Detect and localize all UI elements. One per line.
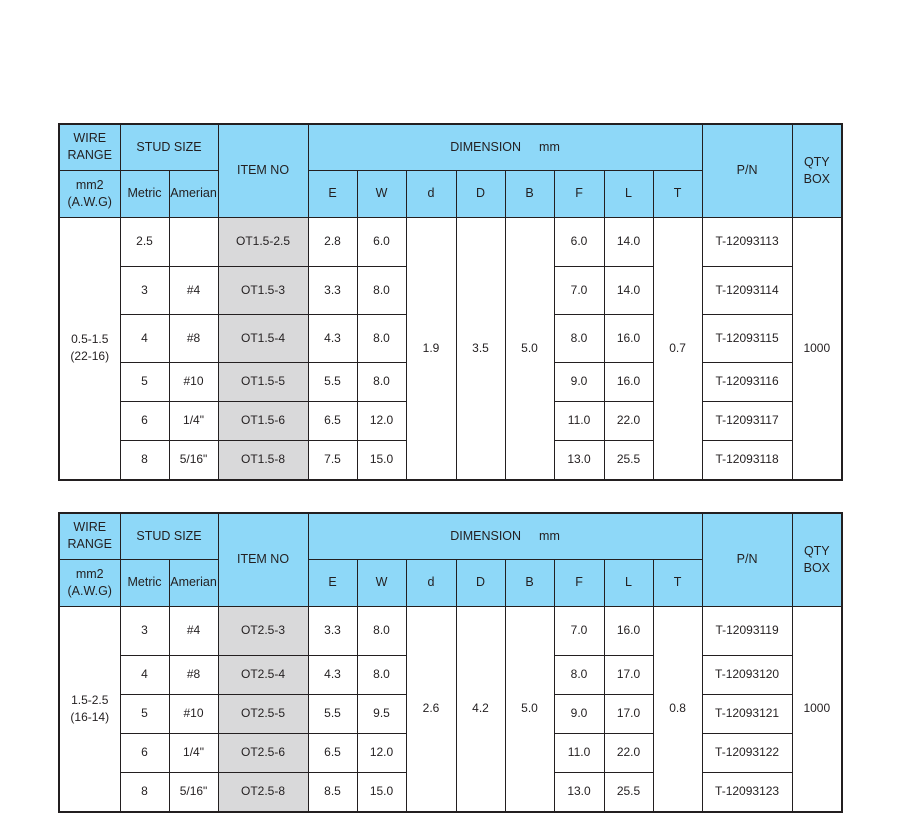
dim-L-cell: 25.5	[604, 440, 653, 480]
header-dimension-label: DIMENSION	[450, 528, 522, 543]
dim-L-cell: 22.0	[604, 733, 653, 772]
dim-W-cell: 8.0	[357, 606, 406, 655]
metric-cell: 8	[120, 772, 169, 812]
header-qty-box: QTY BOX	[792, 124, 842, 217]
dim-T-cell: 0.8	[653, 606, 702, 812]
qty-box-cell: 1000	[792, 606, 842, 812]
header-dim-F: F	[554, 170, 604, 217]
header-dim-W: W	[357, 170, 406, 217]
item-no-cell: OT2.5-4	[218, 655, 308, 694]
wire-range-cell: 0.5-1.5 (22-16)	[59, 217, 120, 480]
header-metric: Metric	[120, 170, 169, 217]
dim-F-cell: 13.0	[554, 440, 604, 480]
amerian-cell: 5/16"	[169, 772, 218, 812]
dim-L-cell: 14.0	[604, 266, 653, 314]
header-dimension-label: DIMENSION	[450, 139, 522, 154]
amerian-cell: #10	[169, 694, 218, 733]
item-no-cell: OT2.5-5	[218, 694, 308, 733]
dim-B-cell: 5.0	[505, 606, 554, 812]
dim-F-cell: 8.0	[554, 314, 604, 362]
metric-cell: 3	[120, 606, 169, 655]
table-row	[59, 217, 842, 266]
header-dim-T: T	[653, 170, 702, 217]
dim-L-cell: 25.5	[604, 772, 653, 812]
dim-W-cell: 6.0	[357, 217, 406, 266]
part-number-cell: T-12093116	[702, 362, 792, 401]
dim-E-cell: 3.3	[308, 606, 357, 655]
header-dim-T: T	[653, 559, 702, 606]
header-wire-range: WIRE RANGE	[59, 513, 120, 559]
qty-box-cell: 1000	[792, 217, 842, 480]
metric-cell: 2.5	[120, 217, 169, 266]
item-no-cell: OT1.5-3	[218, 266, 308, 314]
header-dim-B: B	[505, 170, 554, 217]
header-item-no: ITEM NO	[218, 513, 308, 606]
header-item-no: ITEM NO	[218, 124, 308, 217]
part-number-cell: T-12093113	[702, 217, 792, 266]
dim-E-cell: 4.3	[308, 655, 357, 694]
header-dim-D: D	[456, 559, 505, 606]
header-stud-size: STUD SIZE	[120, 124, 218, 170]
dim-d-cell: 1.9	[406, 217, 456, 480]
header-dim-E: E	[308, 170, 357, 217]
dim-D-cell: 4.2	[456, 606, 505, 812]
table-row	[59, 606, 842, 655]
header-pn: P/N	[702, 513, 792, 606]
dim-W-cell: 8.0	[357, 362, 406, 401]
dim-F-cell: 6.0	[554, 217, 604, 266]
dim-E-cell: 3.3	[308, 266, 357, 314]
dim-F-cell: 11.0	[554, 733, 604, 772]
amerian-cell: #8	[169, 314, 218, 362]
item-no-cell: OT1.5-2.5	[218, 217, 308, 266]
metric-cell: 6	[120, 733, 169, 772]
dim-L-cell: 17.0	[604, 655, 653, 694]
metric-cell: 5	[120, 362, 169, 401]
dim-d-cell: 2.6	[406, 606, 456, 812]
part-number-cell: T-12093119	[702, 606, 792, 655]
amerian-cell: 5/16"	[169, 440, 218, 480]
dim-E-cell: 4.3	[308, 314, 357, 362]
metric-cell: 3	[120, 266, 169, 314]
header-dim-D: D	[456, 170, 505, 217]
dim-E-cell: 8.5	[308, 772, 357, 812]
header-dimension-unit: mm	[539, 528, 560, 543]
dim-W-cell: 8.0	[357, 314, 406, 362]
header-qty-box: QTY BOX	[792, 513, 842, 606]
dim-L-cell: 14.0	[604, 217, 653, 266]
dim-L-cell: 16.0	[604, 314, 653, 362]
part-number-cell: T-12093122	[702, 733, 792, 772]
dim-E-cell: 6.5	[308, 401, 357, 440]
item-no-cell: OT2.5-3	[218, 606, 308, 655]
item-no-cell: OT1.5-8	[218, 440, 308, 480]
dim-W-cell: 12.0	[357, 401, 406, 440]
spec-table-2	[58, 512, 843, 813]
metric-cell: 6	[120, 401, 169, 440]
dim-F-cell: 9.0	[554, 362, 604, 401]
dim-L-cell: 16.0	[604, 606, 653, 655]
header-wire-unit: mm2 (A.W.G)	[59, 170, 120, 217]
dim-E-cell: 6.5	[308, 733, 357, 772]
dim-D-cell: 3.5	[456, 217, 505, 480]
metric-cell: 4	[120, 655, 169, 694]
dim-W-cell: 8.0	[357, 655, 406, 694]
header-stud-size: STUD SIZE	[120, 513, 218, 559]
header-dim-L: L	[604, 559, 653, 606]
dim-F-cell: 11.0	[554, 401, 604, 440]
dim-E-cell: 2.8	[308, 217, 357, 266]
dim-F-cell: 9.0	[554, 694, 604, 733]
spec-table-1	[58, 123, 843, 481]
part-number-cell: T-12093123	[702, 772, 792, 812]
part-number-cell: T-12093120	[702, 655, 792, 694]
header-dim-F: F	[554, 559, 604, 606]
part-number-cell: T-12093117	[702, 401, 792, 440]
header-metric: Metric	[120, 559, 169, 606]
header-amerian: Amerian	[169, 559, 218, 606]
header-wire-unit: mm2 (A.W.G)	[59, 559, 120, 606]
part-number-cell: T-12093118	[702, 440, 792, 480]
item-no-cell: OT2.5-6	[218, 733, 308, 772]
metric-cell: 4	[120, 314, 169, 362]
header-dim-d: d	[406, 170, 456, 217]
header-dimension	[308, 513, 702, 559]
header-amerian: Amerian	[169, 170, 218, 217]
metric-cell: 5	[120, 694, 169, 733]
header-dim-d: d	[406, 559, 456, 606]
header-pn: P/N	[702, 124, 792, 217]
dim-F-cell: 7.0	[554, 266, 604, 314]
dim-W-cell: 12.0	[357, 733, 406, 772]
header-dim-W: W	[357, 559, 406, 606]
item-no-cell: OT1.5-6	[218, 401, 308, 440]
dim-T-cell: 0.7	[653, 217, 702, 480]
header-dimension	[308, 124, 702, 170]
dim-F-cell: 13.0	[554, 772, 604, 812]
dim-L-cell: 17.0	[604, 694, 653, 733]
header-dim-E: E	[308, 559, 357, 606]
amerian-cell: #4	[169, 606, 218, 655]
dim-B-cell: 5.0	[505, 217, 554, 480]
dim-E-cell: 5.5	[308, 362, 357, 401]
dim-W-cell: 8.0	[357, 266, 406, 314]
dim-F-cell: 8.0	[554, 655, 604, 694]
item-no-cell: OT1.5-4	[218, 314, 308, 362]
dim-F-cell: 7.0	[554, 606, 604, 655]
dim-W-cell: 15.0	[357, 440, 406, 480]
amerian-cell: #8	[169, 655, 218, 694]
dim-L-cell: 22.0	[604, 401, 653, 440]
amerian-cell	[169, 217, 218, 266]
dim-W-cell: 9.5	[357, 694, 406, 733]
amerian-cell: 1/4"	[169, 401, 218, 440]
dim-L-cell: 16.0	[604, 362, 653, 401]
item-no-cell: OT1.5-5	[218, 362, 308, 401]
dim-E-cell: 5.5	[308, 694, 357, 733]
header-dim-B: B	[505, 559, 554, 606]
metric-cell: 8	[120, 440, 169, 480]
dim-E-cell: 7.5	[308, 440, 357, 480]
item-no-cell: OT2.5-8	[218, 772, 308, 812]
header-dimension-unit: mm	[539, 139, 560, 154]
part-number-cell: T-12093115	[702, 314, 792, 362]
amerian-cell: 1/4"	[169, 733, 218, 772]
wire-range-cell: 1.5-2.5 (16-14)	[59, 606, 120, 812]
amerian-cell: #4	[169, 266, 218, 314]
header-wire-range: WIRE RANGE	[59, 124, 120, 170]
dim-W-cell: 15.0	[357, 772, 406, 812]
part-number-cell: T-12093114	[702, 266, 792, 314]
amerian-cell: #10	[169, 362, 218, 401]
header-dim-L: L	[604, 170, 653, 217]
part-number-cell: T-12093121	[702, 694, 792, 733]
